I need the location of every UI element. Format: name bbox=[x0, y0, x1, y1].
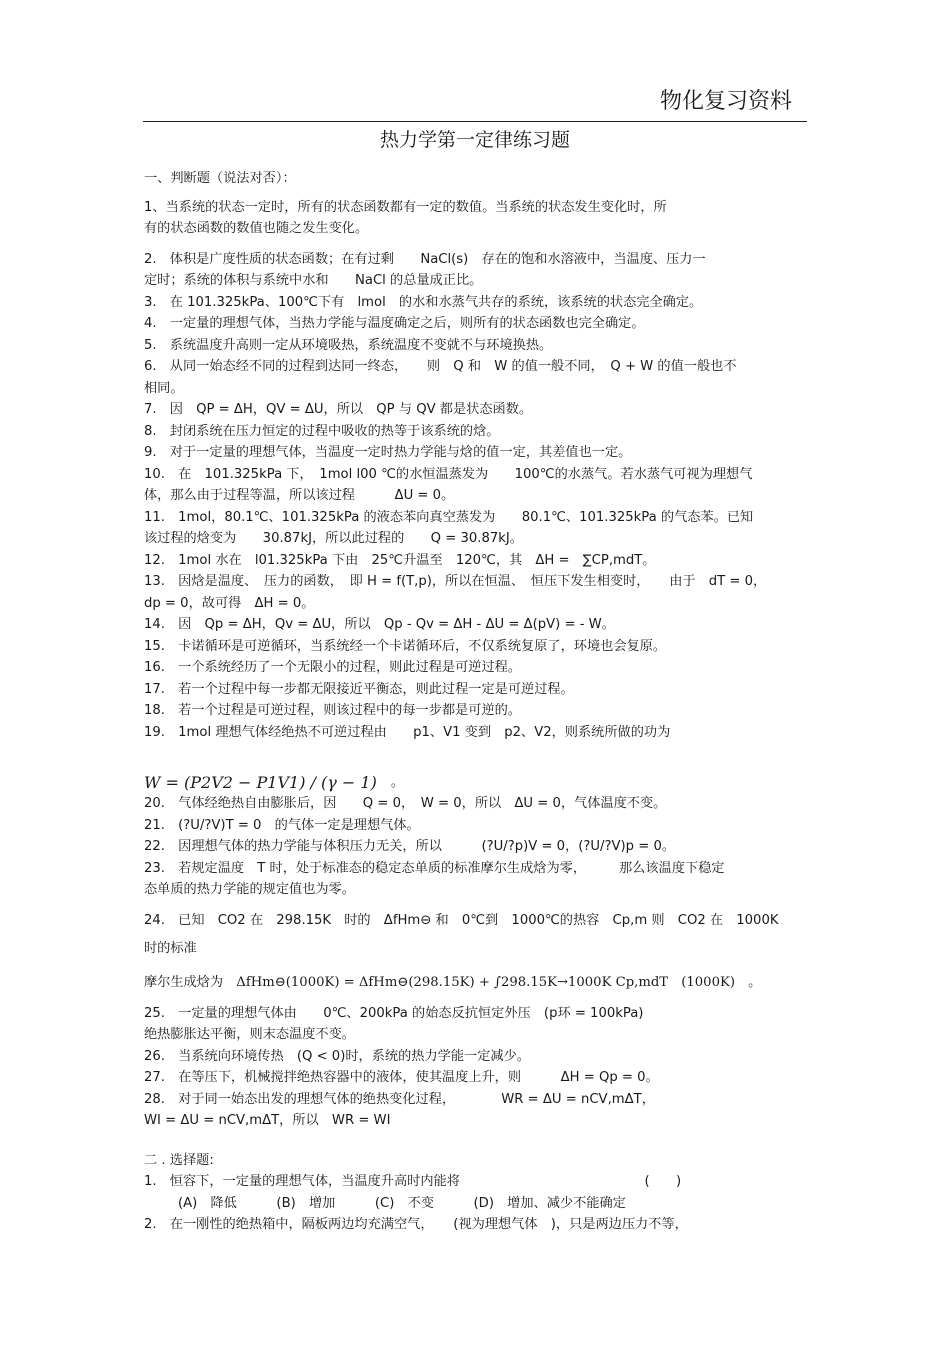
line: 摩尔生成焓为 ΔfHm⊖(1000K) = ΔfHm⊖(298.15K) + ∫298.15K→1000K Cp,mdT (1000K) 。 bbox=[144, 974, 762, 990]
line: (A) 降低 (B) 增加 (C) 不变 (D) 增加、减少不能确定 bbox=[178, 1195, 626, 1211]
line: 23. 若规定温度 T 时，处于标准态的稳定态单质的标准摩尔生成焓为零， 那么该温度下稳定 bbox=[144, 860, 725, 876]
line: 3. 在 101.325kPa、100℃下有 lmol 的水和水蒸气共存的系统，该系统的状态完全确定。 bbox=[144, 294, 703, 310]
document-body bbox=[144, 168, 804, 1236]
line: 有的状态函数的数值也随之发生变化。 bbox=[144, 221, 369, 236]
line: 9. 对于一定量的理想气体，当温度一定时热力学能与焓的值一定，其差值也一定。 bbox=[144, 445, 632, 460]
section2-heading: 二 . 选择题: bbox=[144, 1152, 214, 1168]
line: WI = ΔU = nCV,mΔT，所以 WR = WI bbox=[144, 1113, 391, 1128]
formula-end: 。 bbox=[390, 774, 404, 790]
line: 12. 1mol 水在 l01.325kPa 下由 25℃升温至 120℃，其 ΔH = ∑CP,mdT。 bbox=[144, 552, 656, 568]
line: 15. 卡诺循环是可逆循环，当系统经一个卡诺循环后，不仅系统复原了，环境也会复原。 bbox=[144, 638, 667, 654]
line: 1、当系统的状态一定时，所有的状态函数都有一定的数值。当系统的状态发生变化时，所 bbox=[144, 199, 667, 215]
line: 2. 在一刚性的绝热箱中，隔板两边均充满空气， (视为理想气体 )，只是两边压力不等， bbox=[144, 1217, 688, 1232]
line: 18. 若一个过程是可逆过程，则该过程中的每一步都是可逆的。 bbox=[144, 703, 522, 718]
line: 2. 体积是广度性质的状态函数；在有过剩 NaCl(s) 存在的饱和水溶液中，当温度、压力一 bbox=[144, 251, 706, 267]
line: 26. 当系统向环境传热 (Q < 0)时，系统的热力学能一定减少。 bbox=[144, 1048, 530, 1064]
line: 7. 因 QP = ΔH，QV = ΔU，所以 QP 与 QV 都是状态函数。 bbox=[144, 402, 533, 417]
line: 4. 一定量的理想气体，当热力学能与温度确定之后，则所有的状态函数也完全确定。 bbox=[144, 316, 645, 331]
line: 27. 在等压下，机械搅拌绝热容器中的液体，使其温度上升，则 ΔH = Qp = 0。 bbox=[144, 1070, 659, 1085]
section1-heading: 一、判断题（说法对否）： bbox=[144, 171, 296, 186]
line: 24. 已知 CO2 在 298.15K 时的 ΔfHm⊖ 和 0℃到 1000℃的热容 Cp,m 则 CO2 在 1000K 时的标准 bbox=[144, 912, 792, 956]
line: 19. 1mol 理想气体经绝热不可逆过程由 p1、V1 变到 p2、V2，则系统所做的功为 bbox=[144, 724, 671, 740]
line: 该过程的焓变为 30.87kJ，所以此过程的 Q = 30.87kJ。 bbox=[144, 531, 523, 546]
line: 14. 因 Qp = ΔH，Qv = ΔU，所以 Qp - Qv = ΔH - ΔU = Δ(pV) = - W。 bbox=[144, 617, 615, 632]
line: 25. 一定量的理想气体由 0℃、200kPa 的始态反抗恒定外压 (p环 = 100kPa) bbox=[144, 1005, 644, 1021]
line: 5. 系统温度升高则一定从环境吸热，系统温度不变就不与环境换热。 bbox=[144, 337, 553, 353]
line: 6. 从同一始态经不同的过程到达同一终态， 则 Q 和 W 的值一般不同， Q + W 的值一般也不 bbox=[144, 359, 737, 374]
line: 11. 1mol，80.1℃、101.325kPa 的液态苯向真空蒸发为 80.1℃、101.325kPa 的气态苯。已知 bbox=[144, 509, 754, 525]
line: 13. 因焓是温度、 压力的函数， 即 H = f(T,p)，所以在恒温、 恒压下发生相变时， 由于 dT = 0， bbox=[144, 574, 767, 589]
line: 20. 气体经绝热自由膨胀后，因 Q = 0， W = 0，所以 ΔU = 0，气体温度不变。 bbox=[144, 796, 667, 811]
document-title: 热力学第一定律练习题 bbox=[379, 129, 570, 151]
line: 21. (?U/?V)T = 0 的气体一定是理想气体。 bbox=[144, 817, 420, 833]
formula-19 bbox=[144, 743, 804, 793]
line: 相同。 bbox=[144, 380, 184, 396]
line: 22. 因理想气体的热力学能与体积压力无关，所以 (?U/?p)V = 0，(?U/?V)p = 0。 bbox=[144, 839, 676, 854]
line: 10. 在 101.325kPa 下， 1mol l00 ℃的水恒温蒸发为 100℃的水蒸气。若水蒸气可视为理想气 bbox=[144, 466, 753, 482]
line: 绝热膨胀达平衡，则末态温度不变。 bbox=[144, 1027, 355, 1042]
line: 体，那么由于过程等温，所以该过程 ΔU = 0。 bbox=[144, 488, 455, 503]
line: 8. 封闭系统在压力恒定的过程中吸收的热等于该系统的焓。 bbox=[144, 423, 500, 439]
line: 态单质的热力学能的规定值也为零。 bbox=[144, 882, 355, 897]
line: 17. 若一个过程中每一步都无限接近平衡态，则此过程一定是可逆过程。 bbox=[144, 681, 574, 697]
header-title: 物化复习资料 bbox=[659, 89, 792, 114]
line: 16. 一个系统经历了一个无限小的过程，则此过程是可逆过程。 bbox=[144, 660, 522, 675]
work-formula: W = (P2V2 − P1V1) / (γ − 1) bbox=[144, 772, 377, 792]
line: dp = 0，故可得 ΔH = 0。 bbox=[144, 595, 315, 611]
line: 28. 对于同一始态出发的理想气体的绝热变化过程， WR = ΔU = nCV,mΔT， bbox=[144, 1091, 655, 1107]
line: 1. 恒容下，一定量的理想气体，当温度升高时内能将 ( ) bbox=[144, 1174, 682, 1189]
header-rule bbox=[143, 121, 807, 122]
line: 定时；系统的体积与系统中水和 NaCl 的总量成正比。 bbox=[144, 273, 483, 288]
